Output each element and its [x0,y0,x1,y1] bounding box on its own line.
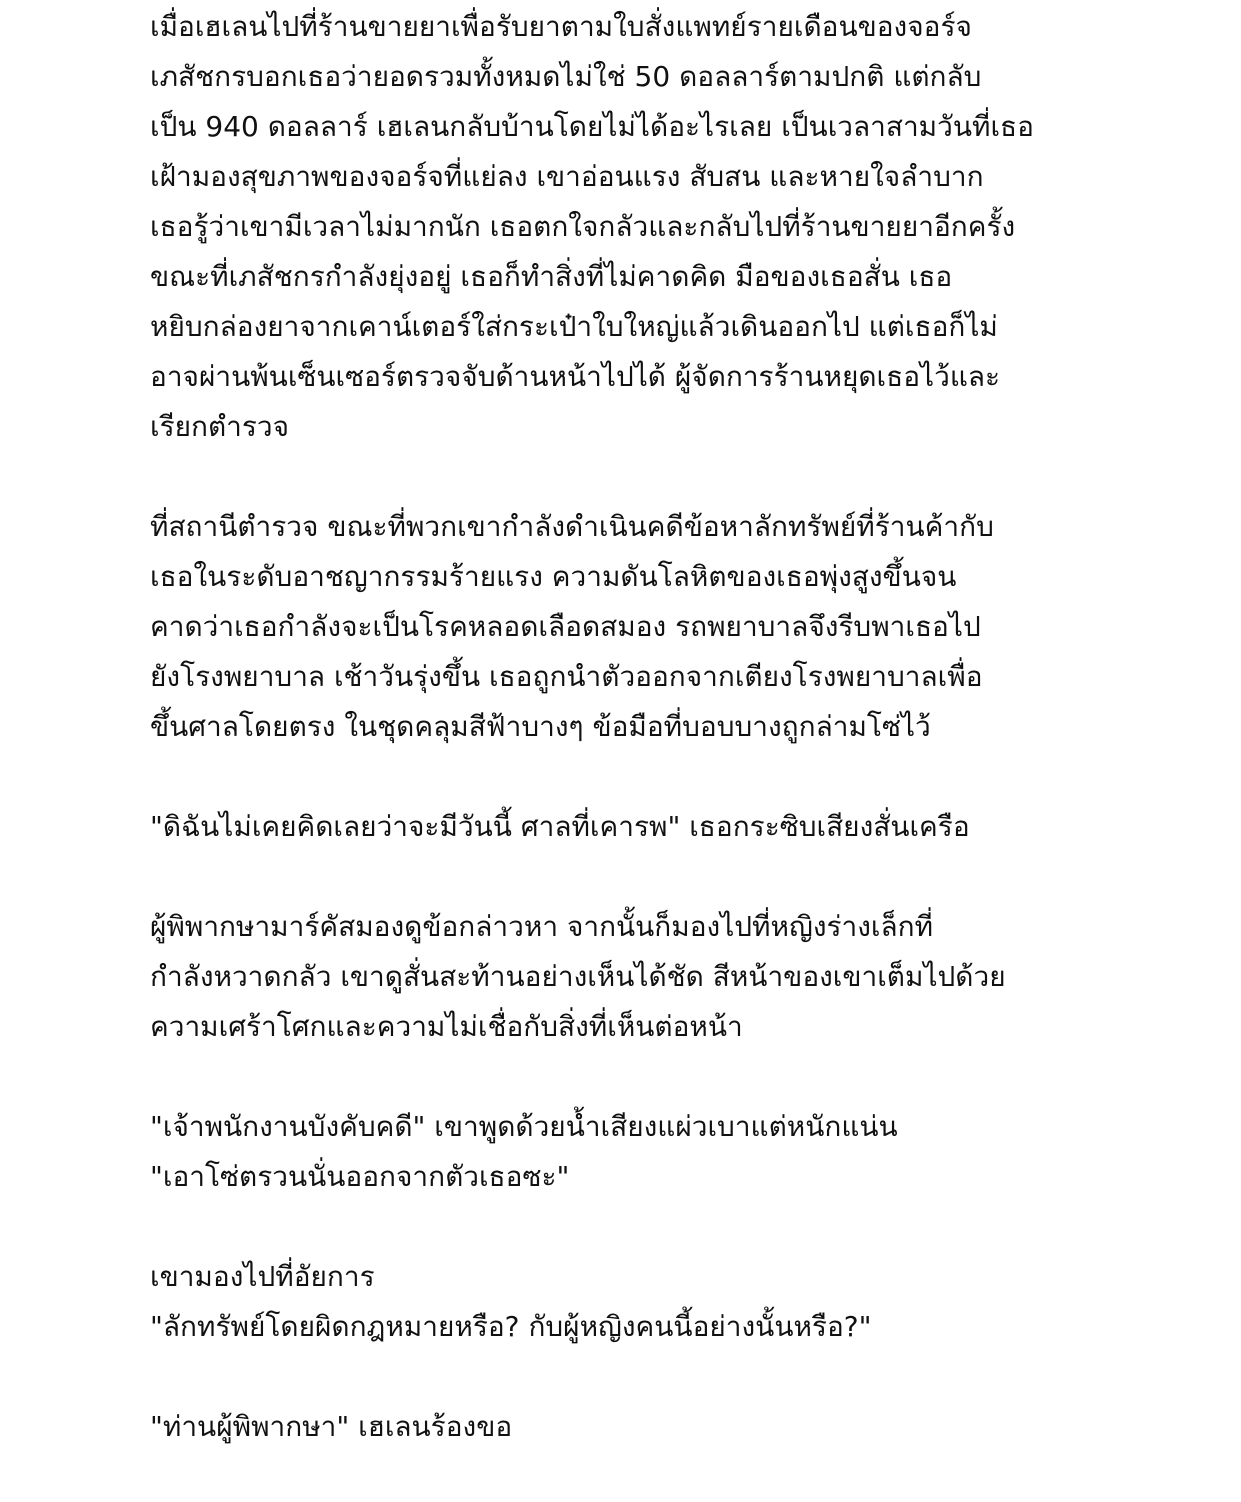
paragraph-police-station [150,502,1092,752]
paragraph-helen-pleads [150,1402,1092,1452]
text-line: เธอรู้ว่าเขามีเวลาไม่มากนัก เธอตกใจกลัวและกลับไปที่ร้านขายยาอีกครั้ง [150,210,1016,243]
text-line: ยังโรงพยาบาล เช้าวันรุ่งขึ้น เธอถูกนำตัวออกจากเตียงโรงพยาบาลเพื่อ [150,660,983,693]
text-line: ความเศร้าโศกและความไม่เชื่อกับสิ่งที่เห็นต่อหน้า [150,1010,743,1043]
text-line: เป็น 940 ดอลลาร์ เฮเลนกลับบ้านโดยไม่ได้อะไรเลย เป็นเวลาสามวันที่เธอ [150,110,1034,143]
text-line: ผู้พิพากษามาร์คัสมองดูข้อกล่าวหา จากนั้นก็มองไปที่หญิงร่างเล็กที่ [150,910,934,943]
paragraph-judge-looks [150,902,1092,1052]
text-line: "ดิฉันไม่เคยคิดเลยว่าจะมีวันนี้ ศาลที่เคารพ" เธอกระซิบเสียงสั่นเครือ [150,810,970,843]
paragraph-helen-quote [150,802,1092,852]
story-text [150,2,1092,1502]
text-line: อาจผ่านพ้นเซ็นเซอร์ตรวจจับด้านหน้าไปได้ ผู้จัดการร้านหยุดเธอไว้และ [150,360,1001,393]
paragraph-bailiff [150,1102,1092,1202]
text-line: ที่สถานีตำรวจ ขณะที่พวกเขากำลังดำเนินคดีข้อหาลักทรัพย์ที่ร้านค้ากับ [150,510,994,543]
text-line: หยิบกล่องยาจากเคาน์เตอร์ใส่กระเป๋าใบใหญ่แล้วเดินออกไป แต่เธอก็ไม่ [150,310,998,343]
text-line: เธอในระดับอาชญากรรมร้ายแรง ความดันโลหิตของเธอพุ่งสูงขึ้นจน [150,560,957,593]
text-line: เขามองไปที่อัยการ [150,1260,375,1293]
text-line: เฝ้ามองสุขภาพของจอร์จที่แย่ลง เขาอ่อนแรง สับสน และหายใจลำบาก [150,160,984,193]
text-line: ขึ้นศาลโดยตรง ในชุดคลุมสีฟ้าบางๆ ข้อมือที่บอบบางถูกล่ามโซ่ไว้ [150,710,931,743]
text-line: ขณะที่เภสัชกรกำลังยุ่งอยู่ เธอก็ทำสิ่งที่ไม่คาดคิด มือของเธอสั่น เธอ [150,260,953,293]
text-line: "ลักทรัพย์โดยผิดกฎหมายหรือ? กับผู้หญิงคนนี้อย่างนั้นหรือ?" [150,1310,872,1343]
text-line: เรียกตำรวจ [150,410,290,443]
text-line: คาดว่าเธอกำลังจะเป็นโรคหลอดเลือดสมอง รถพยาบาลจึงรีบพาเธอไป [150,610,981,643]
paragraph-pharmacy [150,2,1092,452]
text-line: "เจ้าพนักงานบังคับคดี" เขาพูดด้วยน้ำเสียงแผ่วเบาแต่หนักแน่น [150,1110,898,1143]
paragraph-prosecutor [150,1252,1092,1352]
text-line: "ท่านผู้พิพากษา" เฮเลนร้องขอ [150,1410,513,1443]
text-line: เภสัชกรบอกเธอว่ายอดรวมทั้งหมดไม่ใช่ 50 ดอลลาร์ตามปกติ แต่กลับ [150,60,982,93]
text-line: กำลังหวาดกลัว เขาดูสั่นสะท้านอย่างเห็นได้ชัด สีหน้าของเขาเต็มไปด้วย [150,960,1006,993]
text-line: เมื่อเฮเลนไปที่ร้านขายยาเพื่อรับยาตามใบสั่งแพทย์รายเดือนของจอร์จ [150,10,972,43]
text-line: "เอาโซ่ตรวนนั่นออกจากตัวเธอซะ" [150,1160,570,1193]
